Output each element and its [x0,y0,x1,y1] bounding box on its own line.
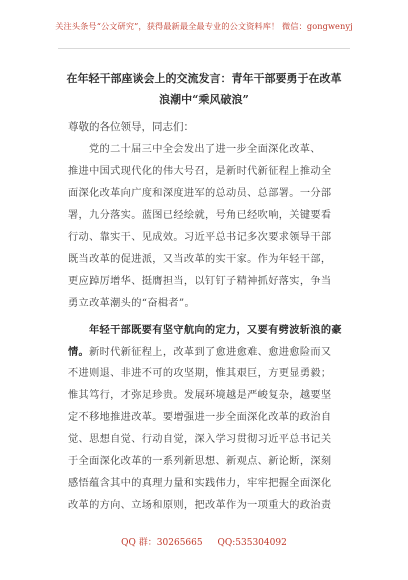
footer-contact [0,535,408,548]
paragraph-1-line: 行动、靠实干、见成效。习近平总书记多次要求领导干部 [68,232,332,243]
header-note: 关注头条号“公文研究”，获得最新最全最专业的公文资料库！ 微信：gongwenyj [55,21,353,31]
paragraph-2-line-text: 新时代新征程上，改革到了愈进愈难、愈进愈险而又 [89,347,332,358]
paragraph-2-line [68,346,368,359]
salutation: 尊敬的各位领导，同志们： [68,121,194,133]
paragraph-1-line: 署，九分落实。蓝图已经绘就，号角已经吹响，关键要看 [68,210,332,221]
paragraph-2-line: 觉、思想自觉、行动自觉，深入学习贯彻习近平总书记关 [68,434,332,445]
paragraph-1-line: 面深化改革向广度和深度进军的总动员、总部署。一分部 [68,188,332,199]
paragraph-2-line: 不进则退、非进不可的攻坚期，惟其艰巨，方更显勇毅； [68,368,332,379]
paragraph-2-bold-tail: 情。 [68,346,90,358]
paragraph-1-line: 更应踔厉增华、挺膺担当，以钉钉子精神抓好落实，争当 [68,276,332,287]
document-title-line-1: 在年轻干部座谈会上的交流发言：青年干部要勇于在改革 [66,72,342,85]
paragraph-1-line: 既当改革的促进派，又当改革的实干家。作为年轻干部， [68,254,332,265]
paragraph-1-line: 党的二十届三中全会发出了进一步全面深化改革、 [89,144,321,155]
paragraph-2-bold-lead: 年轻干部既要有坚守航向的定力，又要有劈波斩浪的豪 [89,324,342,336]
footer-qq-group: QQ 群：30265665 [121,538,203,548]
footer-qq: QQ:535304092 [217,538,287,548]
paragraph-2-line: 于全面深化改革的一系列新思想、新观点、新论断，深刻 [68,456,332,467]
paragraph-2-line: 惟其笃行，才弥足珍贵。发展环境越是严峻复杂，越要坚 [68,390,332,401]
header-divider [58,48,350,49]
paragraph-2-line: 感悟蕴含其中的真理力量和实践伟力，牢牢把握全面深化 [68,478,332,489]
paragraph-2-line: 改革的方向、立场和原则，把改革作为一项重大的政治责 [68,500,332,511]
paragraph-1-line: 推进中国式现代化的伟大号召，是新时代新征程上推动全 [68,166,332,177]
paragraph-1-line: 勇立改革潮头的“奋楫者”。 [68,298,196,309]
document-title-line-2: 浪潮中“乘风破浪” [159,93,249,106]
paragraph-2-line: 定不移地推进改革。要增强进一步全面深化改革的政治自 [68,412,332,423]
